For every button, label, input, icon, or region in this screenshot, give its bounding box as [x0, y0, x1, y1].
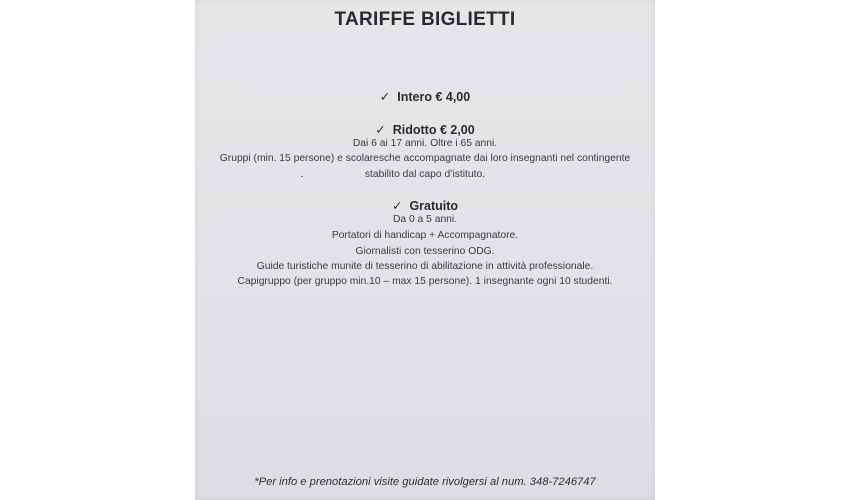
- checkmark-icon: ✓: [379, 90, 391, 104]
- checkmark-icon: ✓: [391, 199, 403, 213]
- tier-line: Giornalisti con tesserino ODG.: [355, 246, 495, 257]
- tier-line: Capigruppo (per gruppo min.10 – max 15 persone). 1 insegnante ogni 10 studenti.: [237, 276, 613, 287]
- tier-label: Ridotto € 2,00: [392, 123, 475, 137]
- tier-line: Portatori di handicap + Accompagnatore.: [331, 230, 519, 241]
- ticket-prices-sheet: [195, 0, 655, 500]
- tier-line: Da 0 a 5 anni.: [392, 214, 458, 225]
- tier-line: Gruppi (min. 15 persone) e scolaresche accompagnate dai loro insegnanti nel contingente: [219, 153, 631, 164]
- tier-line: stabilito dal capo d’istituto.: [364, 169, 486, 180]
- tier-label: Intero € 4,00: [397, 90, 471, 104]
- checkmark-icon: ✓: [375, 123, 386, 137]
- tier-line: Dai 6 ai 17 anni. Oltre i 65 anni.: [352, 138, 498, 149]
- paper-speck: [301, 176, 303, 177]
- tier-gratuito: [195, 198, 655, 213]
- page-title: TARIFFE BIGLIETTI: [334, 9, 516, 30]
- tier-intero: [195, 89, 655, 104]
- tier-line: Guide turistiche munite di tesserino di abilitazione in attività professionale.: [256, 261, 594, 272]
- contact-footer: *Per info e prenotazioni visite guidate rivolgersi al num. 348-7246747: [254, 476, 596, 488]
- tier-ridotto: [195, 122, 655, 137]
- tier-label: Gratuito: [409, 199, 459, 213]
